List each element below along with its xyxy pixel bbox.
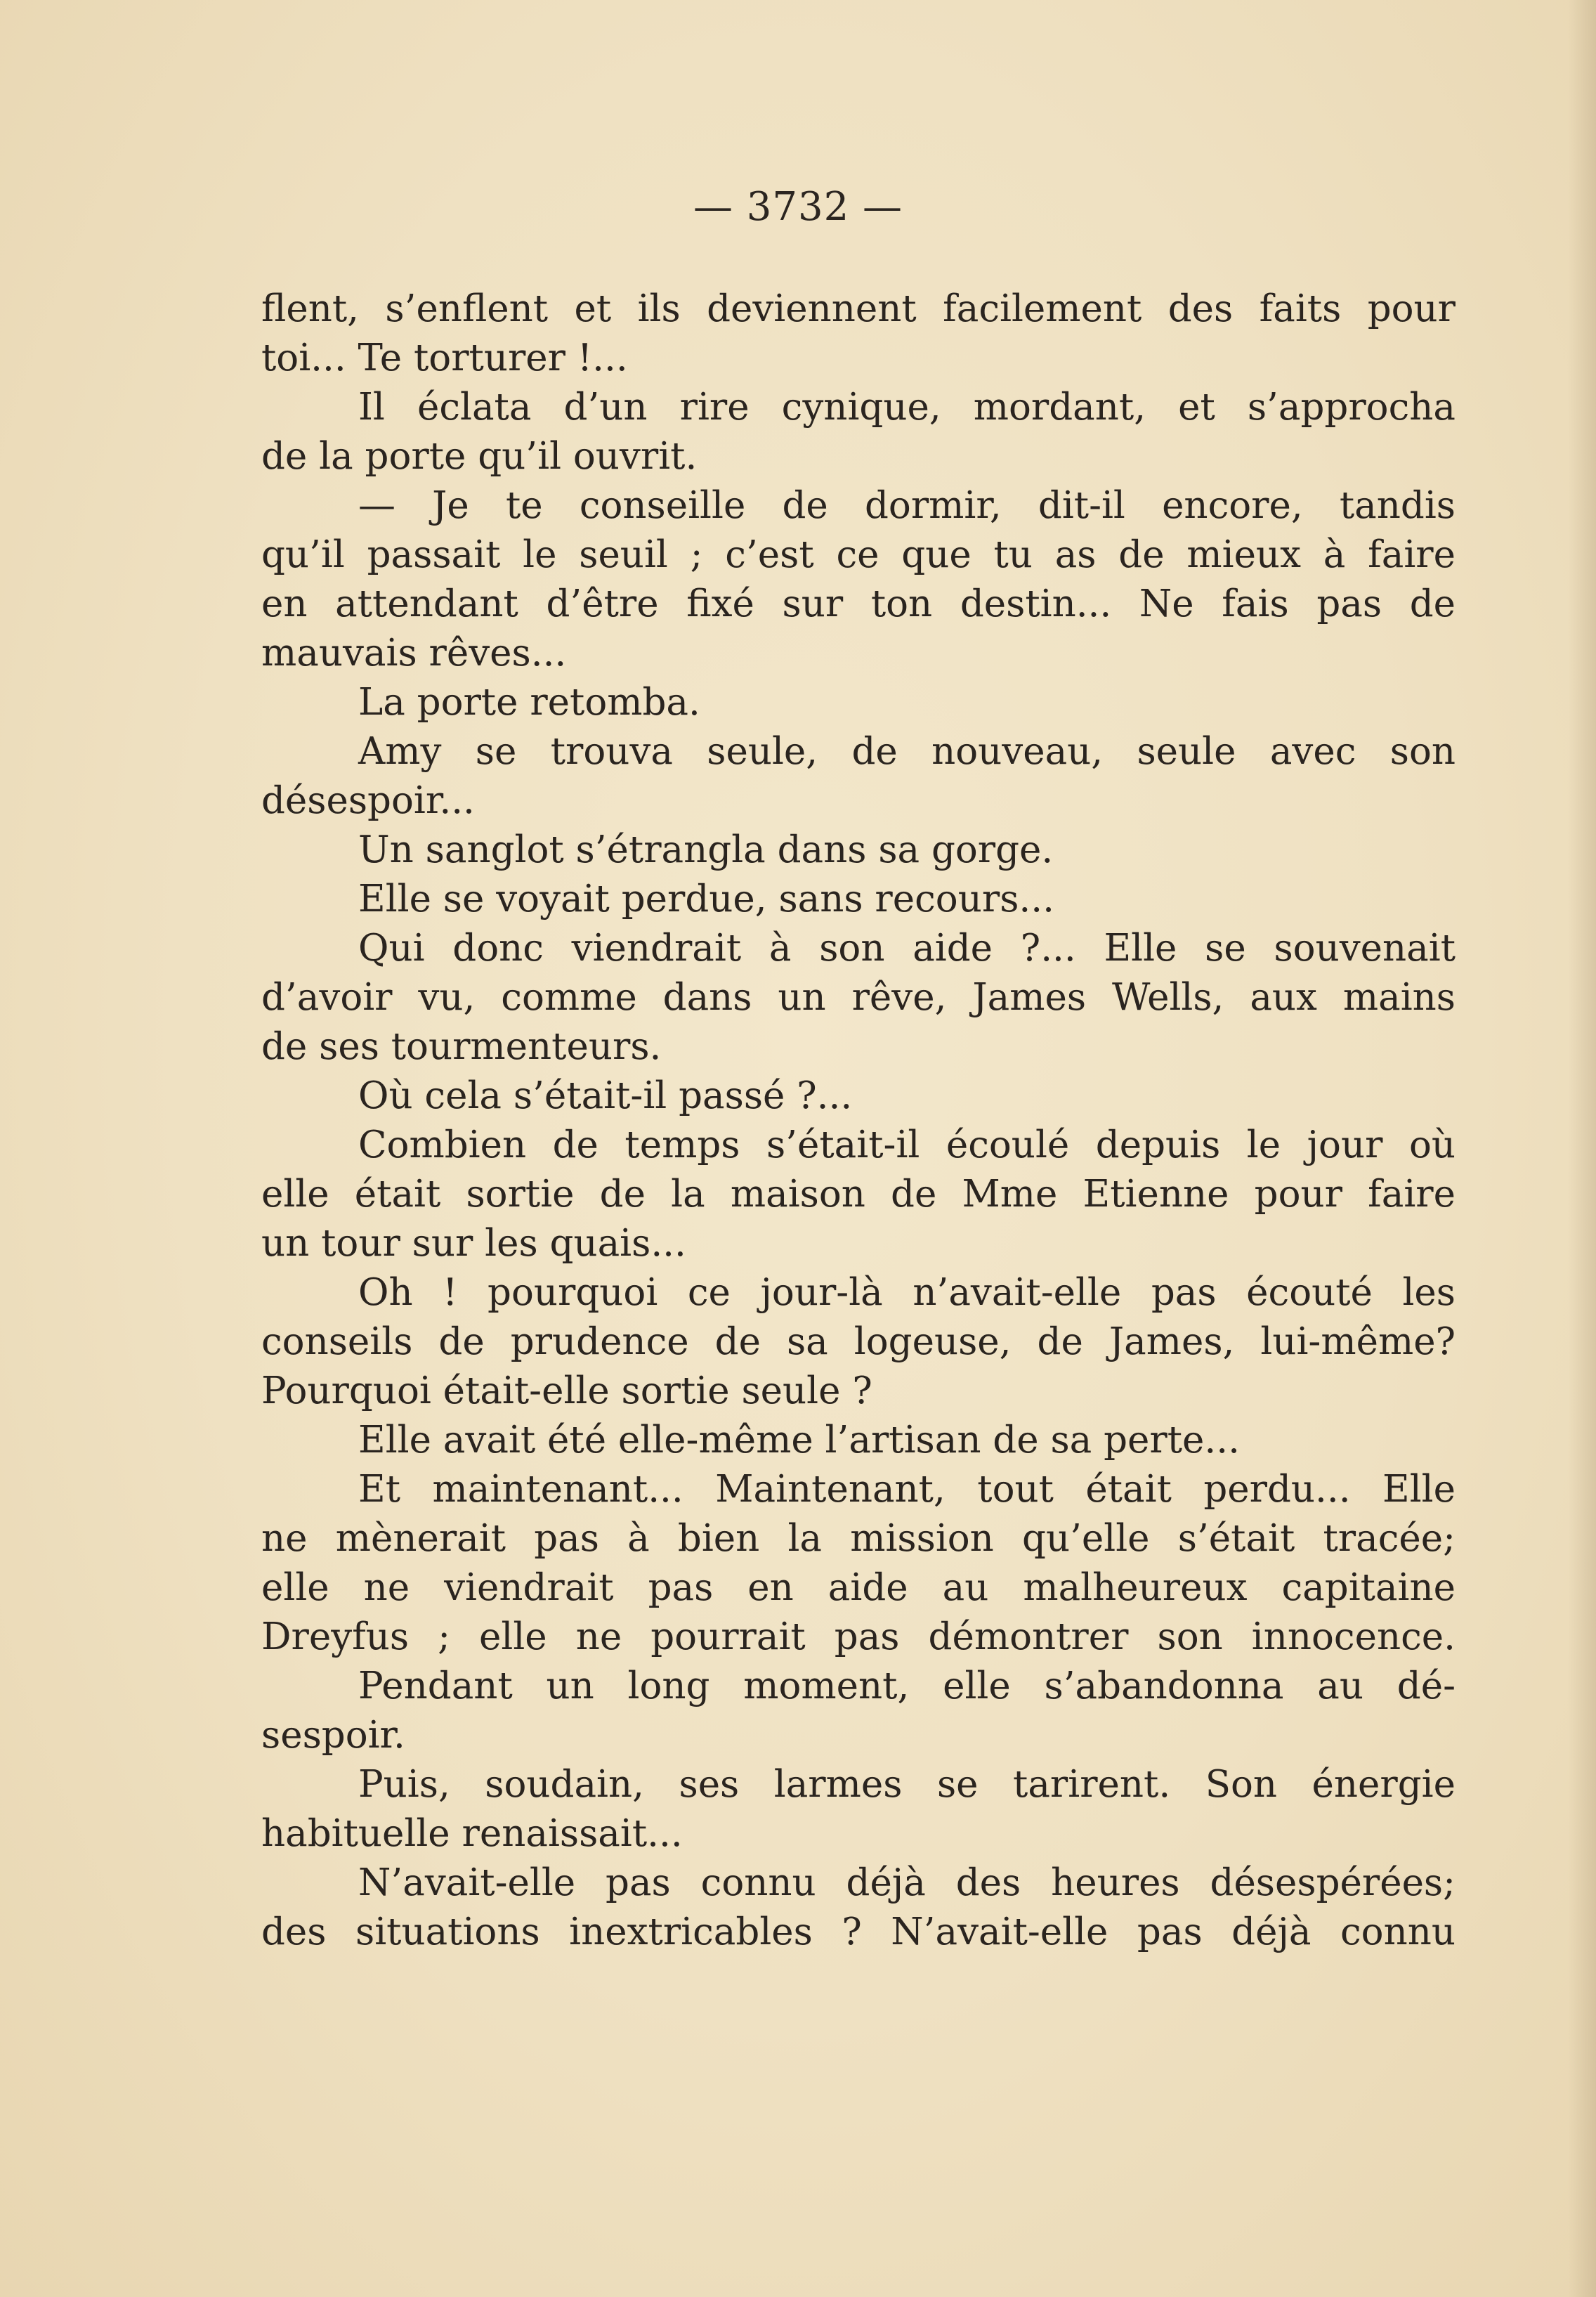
text-line: N’avait-elle pas connu déjà des heures désespérées;	[358, 1861, 1456, 1904]
text-line: La porte retomba.	[358, 681, 700, 724]
text-line: conseils de prudence de sa logeuse, de James, lui-même?	[261, 1320, 1456, 1363]
text-line: habituelle renaissait...	[261, 1812, 683, 1855]
text-line: Où cela s’était-il passé ?...	[358, 1074, 853, 1117]
text-line: un tour sur les quais...	[261, 1222, 686, 1265]
text-line: — Je te conseille de dormir, dit-il encore, tandis	[358, 484, 1456, 527]
text-line: Amy se trouva seule, de nouveau, seule avec son	[358, 730, 1456, 773]
text-line: flent, s’enflent et ils deviennent facilement des faits pour	[261, 287, 1456, 330]
text-line: désespoir...	[261, 779, 475, 822]
text-line: qu’il passait le seuil ; c’est ce que tu as de mieux à faire	[261, 533, 1456, 576]
text-line: Qui donc viendrait à son aide ?... Elle se souvenait	[358, 927, 1456, 970]
text-line: en attendant d’être fixé sur ton destin... Ne fais pas de	[261, 583, 1456, 625]
text-line: Pendant un long moment, elle s’abandonna au dé-	[358, 1665, 1456, 1707]
text-line: mauvais rêves...	[261, 632, 567, 675]
text-line: Un sanglot s’étrangla dans sa gorge.	[358, 828, 1054, 871]
text-line: Pourquoi était-elle sortie seule ?	[261, 1369, 872, 1412]
text-line: de la porte qu’il ouvrit.	[261, 435, 698, 478]
text-line: de ses tourmenteurs.	[261, 1025, 662, 1068]
text-line: elle ne viendrait pas en aide au malheureux capitaine	[261, 1566, 1456, 1609]
page-edge-shadow	[1568, 0, 1596, 2297]
text-line: Puis, soudain, ses larmes se tarirent. Son énergie	[358, 1763, 1456, 1806]
text-line: des situations inextricables ? N’avait-elle pas déjà connu	[261, 1911, 1456, 1953]
text-line: Dreyfus ; elle ne pourrait pas démontrer son innocence.	[261, 1615, 1456, 1658]
text-line: sespoir.	[261, 1714, 405, 1757]
text-line: elle était sortie de la maison de Mme Etienne pour faire	[261, 1173, 1456, 1216]
text-line: Il éclata d’un rire cynique, mordant, et s’approcha	[358, 386, 1456, 429]
text-line: Et maintenant... Maintenant, tout était perdu... Elle	[358, 1468, 1456, 1511]
text-line: ne mènerait pas à bien la mission qu’elle s’était tracée;	[261, 1517, 1456, 1560]
page-number: — 3732 —	[693, 184, 903, 230]
text-line: toi... Te torturer !...	[261, 337, 628, 379]
body-text	[261, 285, 1456, 1957]
text-line: Combien de temps s’était-il écoulé depuis le jour où	[358, 1124, 1456, 1166]
text-line: d’avoir vu, comme dans un rêve, James Wells, aux mains	[261, 976, 1456, 1019]
text-line: Elle se voyait perdue, sans recours...	[358, 878, 1054, 920]
text-line: Oh ! pourquoi ce jour-là n’avait-elle pas écouté les	[358, 1271, 1456, 1314]
text-line: Elle avait été elle-même l’artisan de sa perte...	[358, 1419, 1240, 1462]
